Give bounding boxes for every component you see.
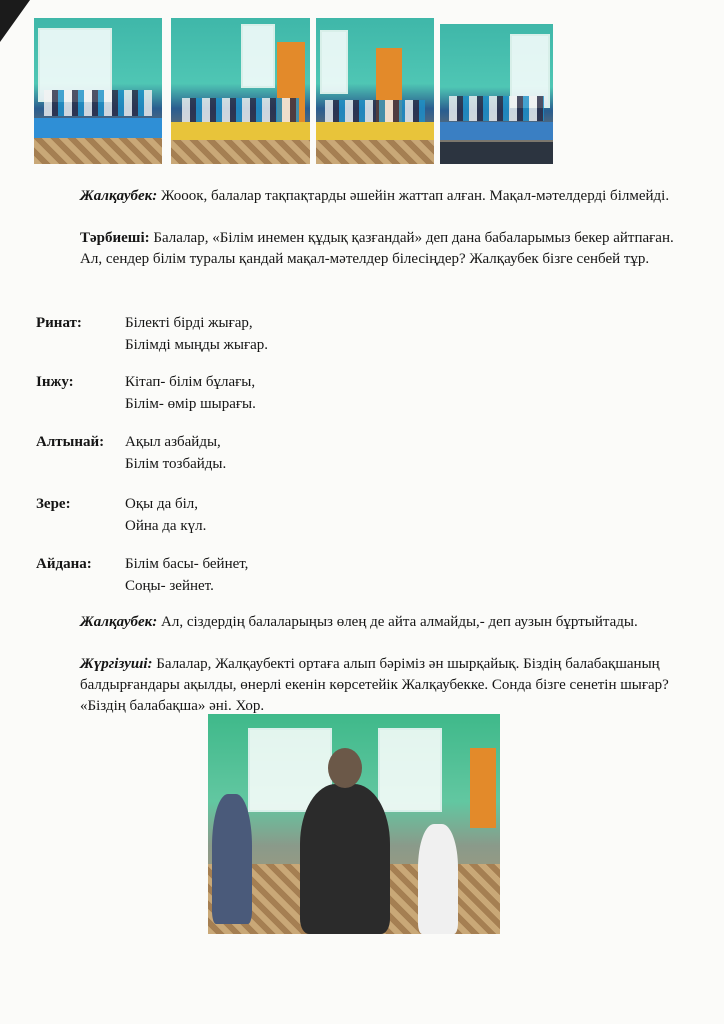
proverb-line: Кітап- білім бұлағы, [125, 374, 256, 390]
proverb-line: Оқы да біл, [125, 496, 199, 512]
proverb-line: Ойна да күл. [125, 518, 207, 534]
child-name: Зере: [36, 496, 71, 512]
speech-text: Ал, сіздердің балаларыңыз өлең де айта алмайды,- деп аузын бұртыйтады. [157, 614, 638, 630]
child-name: Інжу: [36, 374, 74, 390]
classroom-photo-1 [34, 18, 162, 164]
proverb-line: Ақыл азбайды, [125, 434, 221, 450]
proverb-line: Соңы- зейнет. [125, 578, 214, 594]
classroom-photo-2 [171, 18, 310, 164]
proverb-line: Білекті бірді жығар, [125, 315, 253, 331]
classroom-photo-3 [316, 18, 434, 164]
child-name: Айдана: [36, 556, 92, 572]
speech-text: Балалар, «Білім инемен құдық қазғандай» деп дана бабаларымыз бекер айтпаған. Ал, сендер білім туралы қандай мақал-мәтелдер білесіңдер? Жалқаубек бізге сенбей тұр. [80, 230, 674, 267]
dialog-paragraph-2 [36, 228, 686, 270]
child-name: Алтынай: [36, 434, 105, 450]
child-name: Ринат: [36, 315, 82, 331]
speaker-name: Жүргізуші: [80, 656, 153, 672]
scan-corner-shadow [0, 0, 30, 42]
proverb-line: Білімді мыңды жығар. [125, 337, 269, 353]
speech-text: Жооок, балалар тақпақтарды әшейін жаттап алған. Мақал-мәтелдерді білмейді. [157, 188, 670, 204]
speech-text: Балалар, Жалқаубекті ортаға алып бәріміз ән шырқайық. Біздің балабақшаның балдырғандары ақылды, өнерлі екенін көрсетейік Жалқаубекке. Сонда бізге сенетін шығар? «Біздің балабақша» әні. Хор. [80, 656, 669, 714]
classroom-photo-4 [440, 24, 553, 164]
dialog-paragraph-4 [36, 654, 686, 717]
speaker-name: Жалқаубек: [80, 614, 158, 630]
choir-photo [208, 714, 500, 934]
dialog-paragraph-1 [36, 186, 686, 207]
proverb-line: Білім басы- бейнет, [125, 556, 249, 572]
proverb-line: Білім- өмір шырағы. [125, 396, 256, 412]
speaker-name: Жалқаубек: [80, 188, 158, 204]
proverb-line: Білім тозбайды. [125, 456, 227, 472]
dialog-paragraph-3 [36, 612, 686, 633]
speaker-name: Тәрбиеші: [80, 230, 150, 246]
